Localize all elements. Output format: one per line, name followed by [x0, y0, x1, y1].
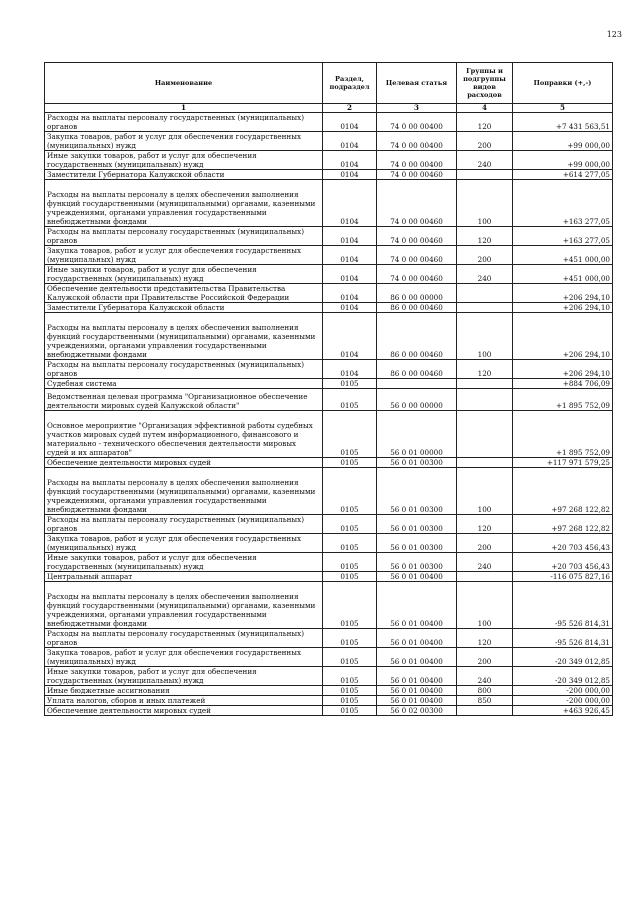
row-article: 74 0 00 00400 — [377, 151, 457, 170]
table-row — [45, 667, 613, 686]
table-row — [45, 582, 613, 629]
row-article: 56 0 01 00300 — [377, 515, 457, 534]
row-amount: +614 277,05 — [513, 170, 613, 180]
row-article: 86 0 00 00460 — [377, 360, 457, 379]
row-section: 0105 — [323, 582, 377, 629]
row-amount: +884 706,09 — [513, 379, 613, 389]
row-name: Расходы на выплаты персоналу государственных (муниципальных) органов — [45, 360, 323, 379]
row-section: 0104 — [323, 284, 377, 303]
table-row — [45, 132, 613, 151]
row-group: 120 — [457, 515, 513, 534]
row-article: 74 0 00 00460 — [377, 170, 457, 180]
column-number: 3 — [377, 104, 457, 113]
row-group — [457, 411, 513, 458]
row-section: 0105 — [323, 389, 377, 411]
row-amount: -20 349 012,85 — [513, 648, 613, 667]
row-article: 56 0 01 00300 — [377, 458, 457, 468]
table-body — [45, 113, 613, 716]
row-article: 56 0 01 00400 — [377, 629, 457, 648]
row-section: 0105 — [323, 468, 377, 515]
header-article: Целевая статья — [377, 63, 457, 104]
row-group: 120 — [457, 227, 513, 246]
row-article: 56 0 01 00400 — [377, 696, 457, 706]
row-name: Основное мероприятие "Организация эффективной работы судебных участков мировых судей путем информационного, финансового и материально - технического обеспечения деятельности мировых судей и их аппаратов" — [45, 411, 323, 458]
row-section: 0105 — [323, 629, 377, 648]
header-amount: Поправки (+,-) — [513, 63, 613, 104]
row-group: 120 — [457, 360, 513, 379]
row-section: 0105 — [323, 534, 377, 553]
table-row — [45, 534, 613, 553]
row-name: Расходы на выплаты персоналу в целях обеспечения выполнения функций государственными (муниципальными) органами, казенными учреждениями, органами управления государственными внебюджетными фондами — [45, 468, 323, 515]
row-group: 200 — [457, 132, 513, 151]
row-article: 56 0 01 00000 — [377, 411, 457, 458]
row-amount: +97 268 122,82 — [513, 515, 613, 534]
table-row — [45, 313, 613, 360]
row-amount: +206 294,10 — [513, 313, 613, 360]
budget-table — [44, 62, 613, 716]
row-group — [457, 572, 513, 582]
row-section: 0104 — [323, 227, 377, 246]
row-name: Иные бюджетные ассигнования — [45, 686, 323, 696]
table-row — [45, 113, 613, 132]
row-article: 56 0 01 00400 — [377, 572, 457, 582]
column-number: 5 — [513, 104, 613, 113]
column-number: 1 — [45, 104, 323, 113]
table-row — [45, 284, 613, 303]
row-amount: -200 000,00 — [513, 686, 613, 696]
row-amount: +20 703 456,43 — [513, 534, 613, 553]
row-article: 56 0 00 00000 — [377, 389, 457, 411]
table-row — [45, 629, 613, 648]
table-row — [45, 572, 613, 582]
table-row — [45, 180, 613, 227]
row-amount: -200 000,00 — [513, 696, 613, 706]
row-section: 0105 — [323, 686, 377, 696]
row-amount: +451 000,00 — [513, 265, 613, 284]
row-section: 0105 — [323, 515, 377, 534]
row-section: 0105 — [323, 667, 377, 686]
row-amount: +206 294,10 — [513, 303, 613, 313]
row-section: 0104 — [323, 180, 377, 227]
row-article: 74 0 00 00460 — [377, 246, 457, 265]
row-name: Иные закупки товаров, работ и услуг для обеспечения государственных (муниципальных) нужд — [45, 265, 323, 284]
table-row — [45, 411, 613, 458]
table-row — [45, 265, 613, 284]
row-section: 0104 — [323, 151, 377, 170]
row-section: 0104 — [323, 246, 377, 265]
row-section: 0104 — [323, 360, 377, 379]
table-row — [45, 360, 613, 379]
table-row — [45, 379, 613, 389]
table-row — [45, 170, 613, 180]
row-amount: +1 895 752,09 — [513, 389, 613, 411]
row-article — [377, 379, 457, 389]
row-name: Расходы на выплаты персоналу в целях обеспечения выполнения функций государственными (муниципальными) органами, казенными учреждениями, органами управления государственными внебюджетными фондами — [45, 313, 323, 360]
row-name: Закупка товаров, работ и услуг для обеспечения государственных (муниципальных) нужд — [45, 246, 323, 265]
row-section: 0104 — [323, 313, 377, 360]
row-article: 86 0 00 00460 — [377, 313, 457, 360]
page-number: 123 — [606, 30, 622, 39]
row-amount: -116 075 827,16 — [513, 572, 613, 582]
table-row — [45, 686, 613, 696]
row-amount: +99 000,00 — [513, 151, 613, 170]
row-group: 120 — [457, 113, 513, 132]
row-amount: +206 294,10 — [513, 284, 613, 303]
row-article: 56 0 02 00300 — [377, 706, 457, 716]
row-group — [457, 284, 513, 303]
row-name: Расходы на выплаты персоналу государственных (муниципальных) органов — [45, 113, 323, 132]
row-name: Расходы на выплаты персоналу государственных (муниципальных) органов — [45, 629, 323, 648]
row-group — [457, 379, 513, 389]
row-article: 74 0 00 00400 — [377, 132, 457, 151]
row-group: 800 — [457, 686, 513, 696]
table-row — [45, 303, 613, 313]
row-amount: +451 000,00 — [513, 246, 613, 265]
table-row — [45, 246, 613, 265]
table-row — [45, 553, 613, 572]
row-group — [457, 303, 513, 313]
row-group — [457, 458, 513, 468]
row-name: Обеспечение деятельности мировых судей — [45, 706, 323, 716]
row-group: 240 — [457, 667, 513, 686]
row-section: 0105 — [323, 458, 377, 468]
row-name: Уплата налогов, сборов и иных платежей — [45, 696, 323, 706]
row-section: 0105 — [323, 706, 377, 716]
row-section: 0105 — [323, 553, 377, 572]
row-group — [457, 389, 513, 411]
row-article: 86 0 00 00000 — [377, 284, 457, 303]
row-amount: +20 703 456,43 — [513, 553, 613, 572]
row-article: 86 0 00 00460 — [377, 303, 457, 313]
row-group: 240 — [457, 553, 513, 572]
row-group: 120 — [457, 629, 513, 648]
row-amount: +117 971 579,25 — [513, 458, 613, 468]
row-section: 0104 — [323, 113, 377, 132]
row-group — [457, 170, 513, 180]
row-section: 0105 — [323, 572, 377, 582]
row-name: Обеспечение деятельности представительства Правительства Калужской области при Правительстве Российской Федерации — [45, 284, 323, 303]
row-amount: +1 895 752,09 — [513, 411, 613, 458]
table-row — [45, 389, 613, 411]
header-section: Раздел, подраздел — [323, 63, 377, 104]
column-number-row — [45, 104, 613, 113]
row-group: 200 — [457, 534, 513, 553]
row-name: Ведомственная целевая программа "Организационное обеспечение деятельности мировых судей Калужской области" — [45, 389, 323, 411]
header-name: Наименование — [45, 63, 323, 104]
row-article: 56 0 01 00300 — [377, 534, 457, 553]
row-group — [457, 706, 513, 716]
column-number: 4 — [457, 104, 513, 113]
row-group: 100 — [457, 582, 513, 629]
row-name: Центральный аппарат — [45, 572, 323, 582]
row-name: Судебная система — [45, 379, 323, 389]
table-row — [45, 151, 613, 170]
row-section: 0105 — [323, 648, 377, 667]
column-number: 2 — [323, 104, 377, 113]
row-article: 56 0 01 00400 — [377, 582, 457, 629]
row-amount: +99 000,00 — [513, 132, 613, 151]
row-section: 0104 — [323, 265, 377, 284]
row-name: Расходы на выплаты персоналу государственных (муниципальных) органов — [45, 227, 323, 246]
row-group: 200 — [457, 648, 513, 667]
header-group: Группы и подгруппы видов расходов — [457, 63, 513, 104]
row-section: 0104 — [323, 132, 377, 151]
table-row — [45, 696, 613, 706]
row-amount: +7 431 563,51 — [513, 113, 613, 132]
row-amount: +206 294,10 — [513, 360, 613, 379]
table-row — [45, 227, 613, 246]
row-name: Иные закупки товаров, работ и услуг для обеспечения государственных (муниципальных) нужд — [45, 151, 323, 170]
table-row — [45, 515, 613, 534]
row-amount: +97 268 122,82 — [513, 468, 613, 515]
row-name: Расходы на выплаты персоналу в целях обеспечения выполнения функций государственными (муниципальными) органами, казенными учреждениями, органами управления государственными внебюджетными фондами — [45, 180, 323, 227]
row-section: 0104 — [323, 170, 377, 180]
row-name: Иные закупки товаров, работ и услуг для обеспечения государственных (муниципальных) нужд — [45, 553, 323, 572]
row-article: 74 0 00 00460 — [377, 265, 457, 284]
row-amount: +163 277,05 — [513, 227, 613, 246]
table-row — [45, 458, 613, 468]
row-amount: -20 349 012,85 — [513, 667, 613, 686]
row-group: 100 — [457, 180, 513, 227]
row-group: 240 — [457, 265, 513, 284]
row-name: Расходы на выплаты персоналу государственных (муниципальных) органов — [45, 515, 323, 534]
row-group: 850 — [457, 696, 513, 706]
row-article: 56 0 01 00400 — [377, 686, 457, 696]
row-section: 0105 — [323, 411, 377, 458]
row-amount: +463 926,45 — [513, 706, 613, 716]
table-row — [45, 648, 613, 667]
row-article: 74 0 00 00460 — [377, 227, 457, 246]
row-name: Расходы на выплаты персоналу в целях обеспечения выполнения функций государственными (муниципальными) органами, казенными учреждениями, органами управления государственными внебюджетными фондами — [45, 582, 323, 629]
row-name: Заместители Губернатора Калужской области — [45, 170, 323, 180]
row-section: 0105 — [323, 696, 377, 706]
row-name: Иные закупки товаров, работ и услуг для обеспечения государственных (муниципальных) нужд — [45, 667, 323, 686]
row-article: 56 0 01 00400 — [377, 648, 457, 667]
row-section: 0105 — [323, 379, 377, 389]
row-group: 200 — [457, 246, 513, 265]
row-article: 56 0 01 00300 — [377, 553, 457, 572]
row-name: Закупка товаров, работ и услуг для обеспечения государственных (муниципальных) нужд — [45, 534, 323, 553]
row-amount: -95 526 814,31 — [513, 629, 613, 648]
header-row — [45, 63, 613, 104]
row-section: 0104 — [323, 303, 377, 313]
row-group: 100 — [457, 468, 513, 515]
row-amount: -95 526 814,31 — [513, 582, 613, 629]
row-name: Закупка товаров, работ и услуг для обеспечения государственных (муниципальных) нужд — [45, 648, 323, 667]
row-amount: +163 277,05 — [513, 180, 613, 227]
row-group: 240 — [457, 151, 513, 170]
table-row — [45, 468, 613, 515]
row-article: 56 0 01 00300 — [377, 468, 457, 515]
row-name: Закупка товаров, работ и услуг для обеспечения государственных (муниципальных) нужд — [45, 132, 323, 151]
row-name: Обеспечение деятельности мировых судей — [45, 458, 323, 468]
row-group: 100 — [457, 313, 513, 360]
row-article: 74 0 00 00400 — [377, 113, 457, 132]
row-name: Заместители Губернатора Калужской области — [45, 303, 323, 313]
table-row — [45, 706, 613, 716]
row-article: 56 0 01 00400 — [377, 667, 457, 686]
row-article: 74 0 00 00460 — [377, 180, 457, 227]
